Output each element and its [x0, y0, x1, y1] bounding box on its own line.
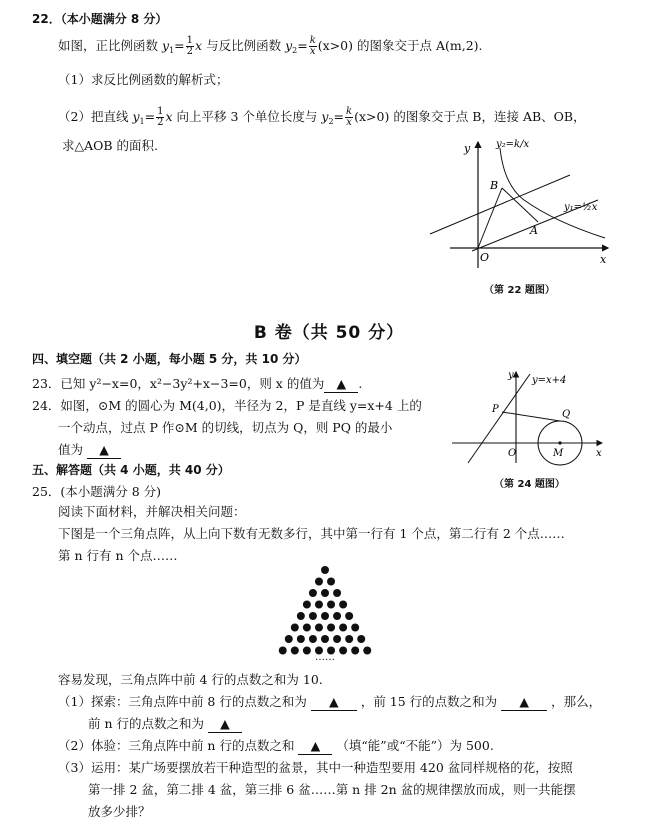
triangle-dot — [363, 647, 371, 655]
section-b-title: B 卷（共 50 分） — [253, 323, 405, 343]
q22-point-B: B — [490, 179, 499, 192]
q22-header: 22．（本小题满分 8 分） — [32, 12, 168, 26]
q25-desc1: 下图是一个三角点阵，从上向下数有无数多行，其中第一行有 1 个点，第二行有 2 个点…… — [58, 526, 565, 541]
triangle-dot — [339, 601, 347, 609]
triangle-dot — [345, 612, 353, 620]
q22-part2-cont: 求△AOB 的面积. — [62, 138, 159, 153]
q24-point-M-dot — [558, 441, 561, 444]
q23-text: 23．已知 y²−x=0，x²−3y²+x−3=0，则 x 的值为 ▲ . — [32, 376, 363, 391]
triangle-dot — [285, 635, 293, 643]
q24-y-label: y — [508, 370, 514, 381]
q25-easy: 容易发现，三角点阵中前 4 行的点数之和为 10. — [58, 672, 323, 687]
q25-part3-line2: 第一排 2 盆，第二排 4 盆，第三排 6 盆……第 n 排 2n 盆的规律摆放而成，则一共能摆 — [88, 782, 576, 797]
triangle-dot — [291, 624, 299, 632]
q22-y-label: y — [464, 142, 471, 155]
q25-intro: 阅读下面材料，并解决相关问题： — [58, 504, 246, 519]
q25-part2: （2）体验：三角点阵中前 n 行的点数之和 ▲ （填“能”或“不能”）为 500. — [58, 738, 494, 753]
q24-x-label: x — [596, 448, 602, 459]
q24-line1: 24．如图，⊙M 的圆心为 M(4,0)，半径为 2，P 是直线 y=x+4 上的 — [32, 398, 422, 413]
triangle-dot — [327, 624, 335, 632]
q22-part1: （1）求反比例函数的解析式； — [58, 72, 229, 87]
q22-curve-label: y₂=k/x — [496, 139, 530, 150]
q24-point-M: M — [553, 448, 564, 459]
triangle-dot — [321, 635, 329, 643]
triangle-dot — [309, 635, 317, 643]
triangle-dot — [321, 612, 329, 620]
triangle-dot — [333, 612, 341, 620]
q22-x-label: x — [600, 253, 607, 266]
triangle-dot — [321, 566, 329, 574]
triangle-dot — [297, 635, 305, 643]
triangle-dot — [315, 578, 323, 586]
q24-line3: 值为 ▲ — [58, 442, 121, 459]
triangle-dot — [297, 612, 305, 620]
triangle-dot — [351, 647, 359, 655]
triangle-dot — [339, 624, 347, 632]
q25-part1: （1）探索：三角点阵中前 8 行的点数之和为 ▲ ，前 15 行的点数之和为 ▲ ，那么， — [58, 694, 602, 709]
triangle-dot — [327, 601, 335, 609]
triangle-dot — [303, 647, 311, 655]
triangle-dot — [315, 601, 323, 609]
q24-line — [468, 374, 530, 463]
q24-origin: O — [508, 448, 517, 459]
q22-point-A: A — [530, 224, 538, 237]
q25-desc2: 第 n 行有 n 个点…… — [58, 548, 178, 563]
triangle-dot — [345, 635, 353, 643]
triangle-dot — [279, 647, 287, 655]
q22-line-label: y₁=½x — [564, 202, 598, 213]
q25-triangle-array — [250, 560, 400, 660]
triangle-dot — [291, 647, 299, 655]
q22-hyperbola — [500, 148, 605, 238]
q22-segment-OB — [478, 188, 502, 248]
q22-segment-AB — [502, 188, 538, 222]
q22-line-shifted — [430, 175, 570, 234]
triangle-dot — [309, 612, 317, 620]
section4-header: 四、填空题（共 2 小题，每小题 5 分，共 10 分） — [32, 352, 307, 366]
q25-dots-continue: …… — [315, 652, 335, 663]
q22-part2: （2）把直线 $y_1=$ $\frac{1}{2}$ x 向上平移 3 个单位长度与 $y_2=$ $\frac{k}{x}$ (x>0) 的图象交于点 B，连接 AB、OB， — [58, 106, 586, 128]
q25-part1-cont: 前 n 行的点数之和为 ▲ — [88, 716, 242, 733]
q24-point-P: P — [492, 404, 499, 415]
triangle-dot — [327, 578, 335, 586]
q22-figure — [420, 130, 615, 270]
triangle-dot — [351, 624, 359, 632]
q24-line2: 一个动点，过点 P 作⊙M 的切线，切点为 Q，则 PQ 的最小 — [58, 420, 393, 435]
triangle-dot — [333, 589, 341, 597]
q22-stem: 如图，正比例函数 $y_1=$ $\frac{1}{2}$ x 与反比例函数 $y_2=$ $\frac{k}{x}$ (x>0) 的图象交于点 A(m,2). — [58, 35, 483, 57]
q24-figure — [450, 368, 610, 468]
triangle-dot — [333, 635, 341, 643]
triangle-dot — [339, 647, 347, 655]
q25-header: 25．(本小题满分 8 分) — [32, 484, 162, 499]
q24-line-label: y=x+4 — [532, 375, 567, 386]
q24-point-Q: Q — [562, 409, 571, 420]
triangle-dot — [321, 589, 329, 597]
q25-part3-line3: 放多少排？ — [88, 804, 151, 819]
q22-origin: O — [480, 251, 490, 264]
triangle-dot — [303, 601, 311, 609]
triangle-dot — [303, 624, 311, 632]
triangle-dot — [309, 589, 317, 597]
triangle-dot — [357, 635, 365, 643]
q24-segment-PQ — [502, 412, 560, 421]
triangle-dot — [315, 624, 323, 632]
q24-caption: （第 24 题图） — [494, 479, 565, 490]
q25-part3-line1: （3）运用：某广场要摆放若干种造型的盆景，其中一种造型要用 420 盆同样规格的花，按照 — [58, 760, 573, 775]
section5-header: 五、解答题（共 4 小题，共 40 分） — [32, 463, 230, 477]
q22-caption: （第 22 题图） — [484, 285, 555, 296]
